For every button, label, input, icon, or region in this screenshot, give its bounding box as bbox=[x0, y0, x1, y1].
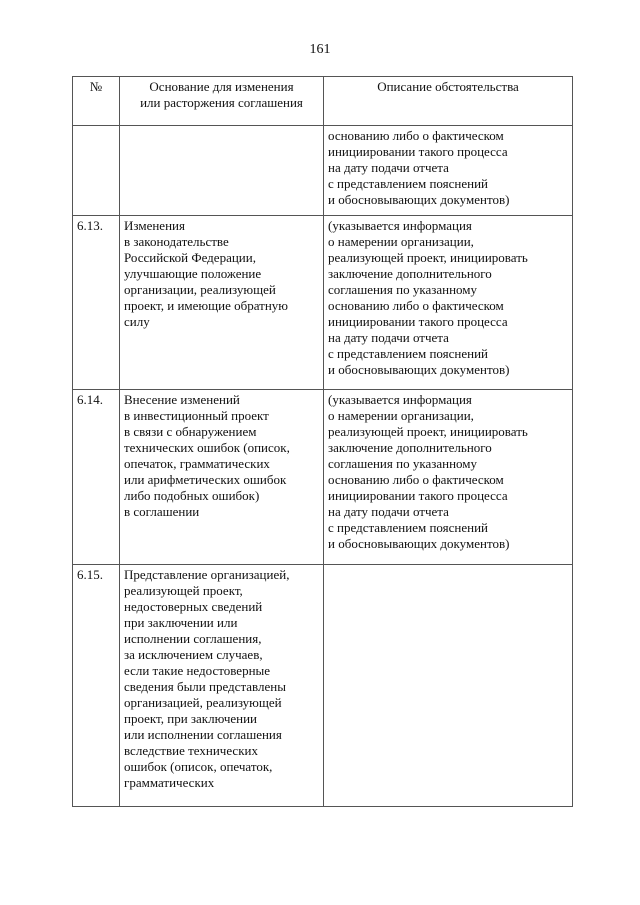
basis-line: улучшающие положение bbox=[124, 266, 262, 281]
circumstances-table bbox=[72, 76, 573, 807]
description-line: инициировании такого процесса bbox=[328, 144, 508, 159]
basis-line: проект, и имеющие обратную bbox=[124, 298, 288, 313]
basis-line: реализующей проект, bbox=[124, 583, 243, 598]
basis-line: недостоверных сведений bbox=[124, 599, 263, 614]
basis-line: исполнении соглашения, bbox=[124, 631, 262, 646]
row-number: 6.14. bbox=[73, 390, 120, 565]
description-line: с представлением пояснений bbox=[328, 176, 489, 191]
description-line: (указывается информация bbox=[328, 392, 472, 407]
description-cell bbox=[324, 390, 573, 565]
page-number: 161 bbox=[309, 42, 331, 57]
basis-line: или исполнении соглашения bbox=[124, 727, 282, 742]
basis-line: вследствие технических bbox=[124, 743, 258, 758]
description-line: о намерении организации, bbox=[328, 234, 474, 249]
header-basis-line: Основание для изменения bbox=[149, 79, 294, 94]
basis-cell bbox=[120, 126, 324, 216]
basis-line: в законодательстве bbox=[124, 234, 229, 249]
description-line: и обосновывающих документов) bbox=[328, 192, 510, 207]
table-row bbox=[73, 390, 573, 565]
basis-line: технических ошибок (описок, bbox=[124, 440, 290, 455]
basis-line: ошибок (описок, опечаток, bbox=[124, 759, 273, 774]
description-line: (указывается информация bbox=[328, 218, 472, 233]
table-header-row bbox=[73, 77, 573, 126]
basis-line: в инвестиционный проект bbox=[124, 408, 269, 423]
basis-line: организации, реализующей bbox=[124, 282, 276, 297]
header-basis bbox=[120, 77, 324, 126]
description-line: и обосновывающих документов) bbox=[328, 536, 510, 551]
table-row bbox=[73, 216, 573, 390]
description-line: инициировании такого процесса bbox=[328, 314, 508, 329]
description-line: основанию либо о фактическом bbox=[328, 298, 504, 313]
description-line: реализующей проект, инициировать bbox=[328, 424, 528, 439]
basis-line: проект, при заключении bbox=[124, 711, 258, 726]
description-line: основанию либо о фактическом bbox=[328, 472, 504, 487]
description-line: на дату подачи отчета bbox=[328, 160, 449, 175]
description-line: соглашения по указанному bbox=[328, 282, 478, 297]
row-number bbox=[73, 126, 120, 216]
basis-line: Представление организацией, bbox=[124, 567, 290, 582]
basis-line: в соглашении bbox=[124, 504, 200, 519]
basis-line: либо подобных ошибок) bbox=[124, 488, 260, 503]
basis-line: Внесение изменений bbox=[124, 392, 240, 407]
description-line: на дату подачи отчета bbox=[328, 330, 449, 345]
basis-line: за исключением случаев, bbox=[124, 647, 263, 662]
description-line: с представлением пояснений bbox=[328, 520, 489, 535]
basis-line: при заключении или bbox=[124, 615, 238, 630]
row-number: 6.15. bbox=[73, 565, 120, 807]
description-line: инициировании такого процесса bbox=[328, 488, 508, 503]
description-line: на дату подачи отчета bbox=[328, 504, 449, 519]
basis-line: Российской Федерации, bbox=[124, 250, 256, 265]
description-line: и обосновывающих документов) bbox=[328, 362, 510, 377]
basis-cell bbox=[120, 565, 324, 807]
basis-line: опечаток, грамматических bbox=[124, 456, 270, 471]
basis-line: грамматических bbox=[124, 775, 215, 790]
description-line: с представлением пояснений bbox=[328, 346, 489, 361]
description-cell bbox=[324, 565, 573, 807]
description-line: заключение дополнительного bbox=[328, 440, 492, 455]
description-line: о намерении организации, bbox=[328, 408, 474, 423]
table-row bbox=[73, 126, 573, 216]
basis-cell bbox=[120, 390, 324, 565]
basis-line: в связи с обнаружением bbox=[124, 424, 257, 439]
basis-cell bbox=[120, 216, 324, 390]
header-basis-line: или расторжения соглашения bbox=[140, 95, 303, 110]
description-cell bbox=[324, 216, 573, 390]
description-line: заключение дополнительного bbox=[328, 266, 492, 281]
description-cell bbox=[324, 126, 573, 216]
description-line: соглашения по указанному bbox=[328, 456, 478, 471]
header-number: № bbox=[73, 77, 120, 126]
basis-line: Изменения bbox=[124, 218, 185, 233]
header-description: Описание обстоятельства bbox=[324, 77, 573, 126]
basis-line: организацией, реализующей bbox=[124, 695, 282, 710]
row-number: 6.13. bbox=[73, 216, 120, 390]
table-row bbox=[73, 565, 573, 807]
basis-line: силу bbox=[124, 314, 150, 329]
basis-line: если такие недостоверные bbox=[124, 663, 271, 678]
description-line: основанию либо о фактическом bbox=[328, 128, 504, 143]
description-line: реализующей проект, инициировать bbox=[328, 250, 528, 265]
basis-line: или арифметических ошибок bbox=[124, 472, 287, 487]
basis-line: сведения были представлены bbox=[124, 679, 286, 694]
